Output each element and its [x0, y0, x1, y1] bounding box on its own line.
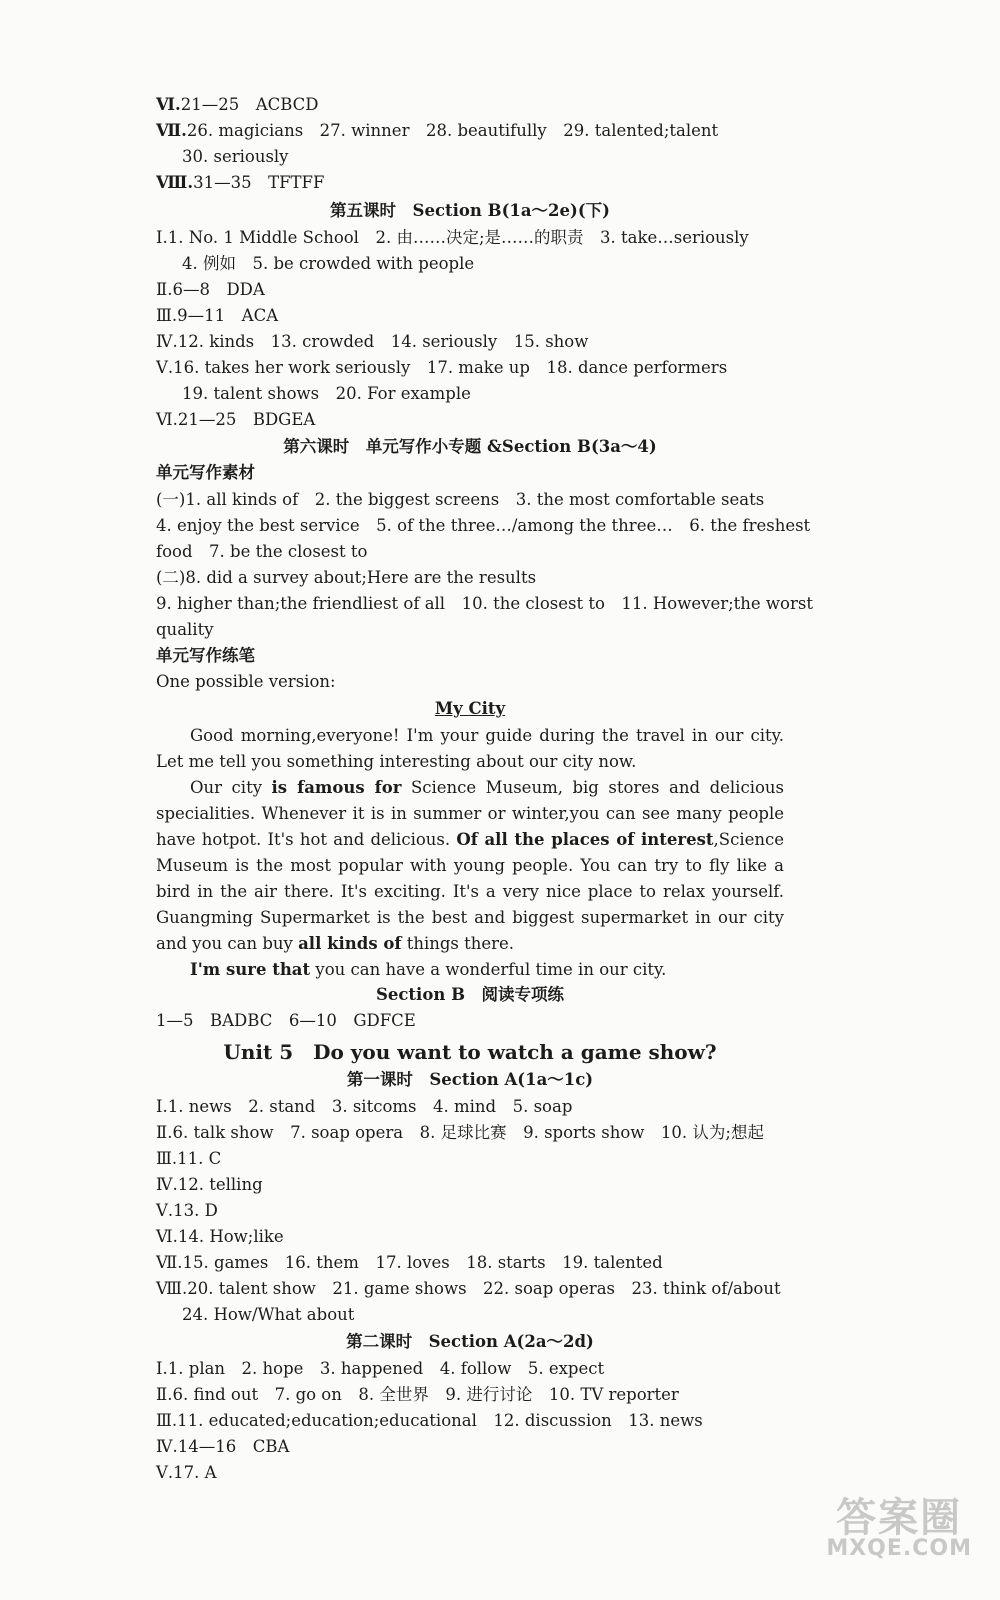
- answer-line: 30. seriously: [182, 147, 289, 166]
- answer-line: Ⅴ.17. A: [156, 1463, 217, 1482]
- answer-line: Ⅲ.11. C: [156, 1149, 222, 1168]
- answer-line: Ⅲ.11. educated;education;educational 12. discussion 13. news: [156, 1411, 703, 1430]
- answer-line: Ⅰ.1. No. 1 Middle School 2. 由……决定;是……的职责 3. take…seriously: [156, 228, 749, 247]
- answer-line: Ⅴ.16. takes her work seriously 17. make up 18. dance performers: [156, 358, 728, 377]
- answer-line: food 7. be the closest to: [156, 542, 368, 561]
- answer-line: 9. higher than;the friendliest of all 10. the closest to 11. However;the worst: [156, 594, 813, 613]
- essay-paragraph: Our city is famous for Science Museum, big stores and delicious specialities. Whenever it is in summer or winter,you can see many people have hotpot. It's hot and delicious. Of all the places of interest,Science Museum is the most popular with young people. You can try to fly like a bird in the air there. It's exciting. It's a very nice place to relax yourself. Guangming Supermarket is the best and biggest supermarket in our city and you can buy all kinds of things there.: [156, 778, 784, 953]
- answer-line: 1—5 BADBC 6—10 GDFCE: [156, 1011, 416, 1030]
- essay-title: My City: [434, 699, 506, 718]
- answer-line: Ⅲ.9—11 ACA: [156, 306, 279, 325]
- answer-line: Ⅳ.12. kinds 13. crowded 14. seriously 15. show: [156, 332, 589, 351]
- practice-title: 单元写作练笔: [156, 646, 255, 665]
- answer-line: Ⅱ.6. find out 7. go on 8. 全世界 9. 进行讨论 10. TV reporter: [156, 1385, 679, 1404]
- version-note: One possible version:: [156, 672, 336, 691]
- answer-line: Ⅱ.6. talk show 7. soap opera 8. 足球比赛 9. sports show 10. 认为;想起: [156, 1123, 764, 1142]
- answer-line: Ⅰ.1. news 2. stand 3. sitcoms 4. mind 5. soap: [156, 1097, 573, 1116]
- answer-line: 24. How/What about: [182, 1305, 355, 1324]
- answer-line: Ⅷ.31—35 TFTFF: [156, 173, 325, 192]
- materials-title: 单元写作素材: [156, 463, 255, 482]
- essay-paragraph: Good morning,everyone! I'm your guide during the travel in our city. Let me tell you something interesting about our city now.: [156, 726, 784, 771]
- watermark-en: MXQE.COM: [826, 1536, 972, 1561]
- answer-line: (二)8. did a survey about;Here are the results: [156, 568, 537, 587]
- answer-line: Ⅵ.21—25 ACBCD: [156, 95, 319, 114]
- answer-line: Ⅳ.14—16 CBA: [156, 1437, 290, 1456]
- answer-line: Ⅶ.15. games 16. them 17. loves 18. starts 19. talented: [156, 1253, 663, 1272]
- answer-line: Ⅵ.14. How;like: [156, 1227, 284, 1246]
- essay-paragraph: I'm sure that you can have a wonderful time in our city.: [190, 960, 667, 979]
- answer-line: Ⅳ.12. telling: [156, 1175, 263, 1194]
- answer-line: (一)1. all kinds of 2. the biggest screens 3. the most comfortable seats: [156, 490, 765, 509]
- answer-line: 19. talent shows 20. For example: [182, 384, 471, 403]
- answer-line: 4. enjoy the best service 5. of the three…/among the three… 6. the freshest: [156, 516, 811, 535]
- answer-line: Ⅷ.20. talent show 21. game shows 22. soap operas 23. think of/about: [156, 1279, 781, 1298]
- lesson6-heading: 第六课时 单元写作小专题 &Section B(3a～4): [283, 437, 657, 456]
- answer-line: quality: [156, 620, 214, 639]
- unit-title: Unit 5 Do you want to watch a game show?: [223, 1040, 717, 1064]
- lesson5-heading: 第五课时 Section B(1a～2e)(下): [330, 201, 610, 220]
- watermark-cn: 答案圈: [836, 1495, 963, 1541]
- answer-line: Ⅵ.21—25 BDGEA: [156, 410, 316, 429]
- reading-heading: Section B 阅读专项练: [375, 985, 565, 1004]
- answer-line: Ⅴ.13. D: [156, 1201, 218, 1220]
- unit5-lesson1-heading: 第一课时 Section A(1a～1c): [346, 1070, 594, 1089]
- answer-line: Ⅱ.6—8 DDA: [156, 280, 265, 299]
- answer-line: Ⅰ.1. plan 2. hope 3. happened 4. follow 5. expect: [156, 1359, 605, 1378]
- answer-line: 4. 例如 5. be crowded with people: [182, 254, 475, 273]
- essay-body: [156, 723, 784, 983]
- unit5-lesson2-heading: 第二课时 Section A(2a～2d): [346, 1332, 594, 1351]
- watermark: [826, 1495, 972, 1561]
- answer-line: Ⅶ.26. magicians 27. winner 28. beautifully 29. talented;talent: [156, 121, 719, 140]
